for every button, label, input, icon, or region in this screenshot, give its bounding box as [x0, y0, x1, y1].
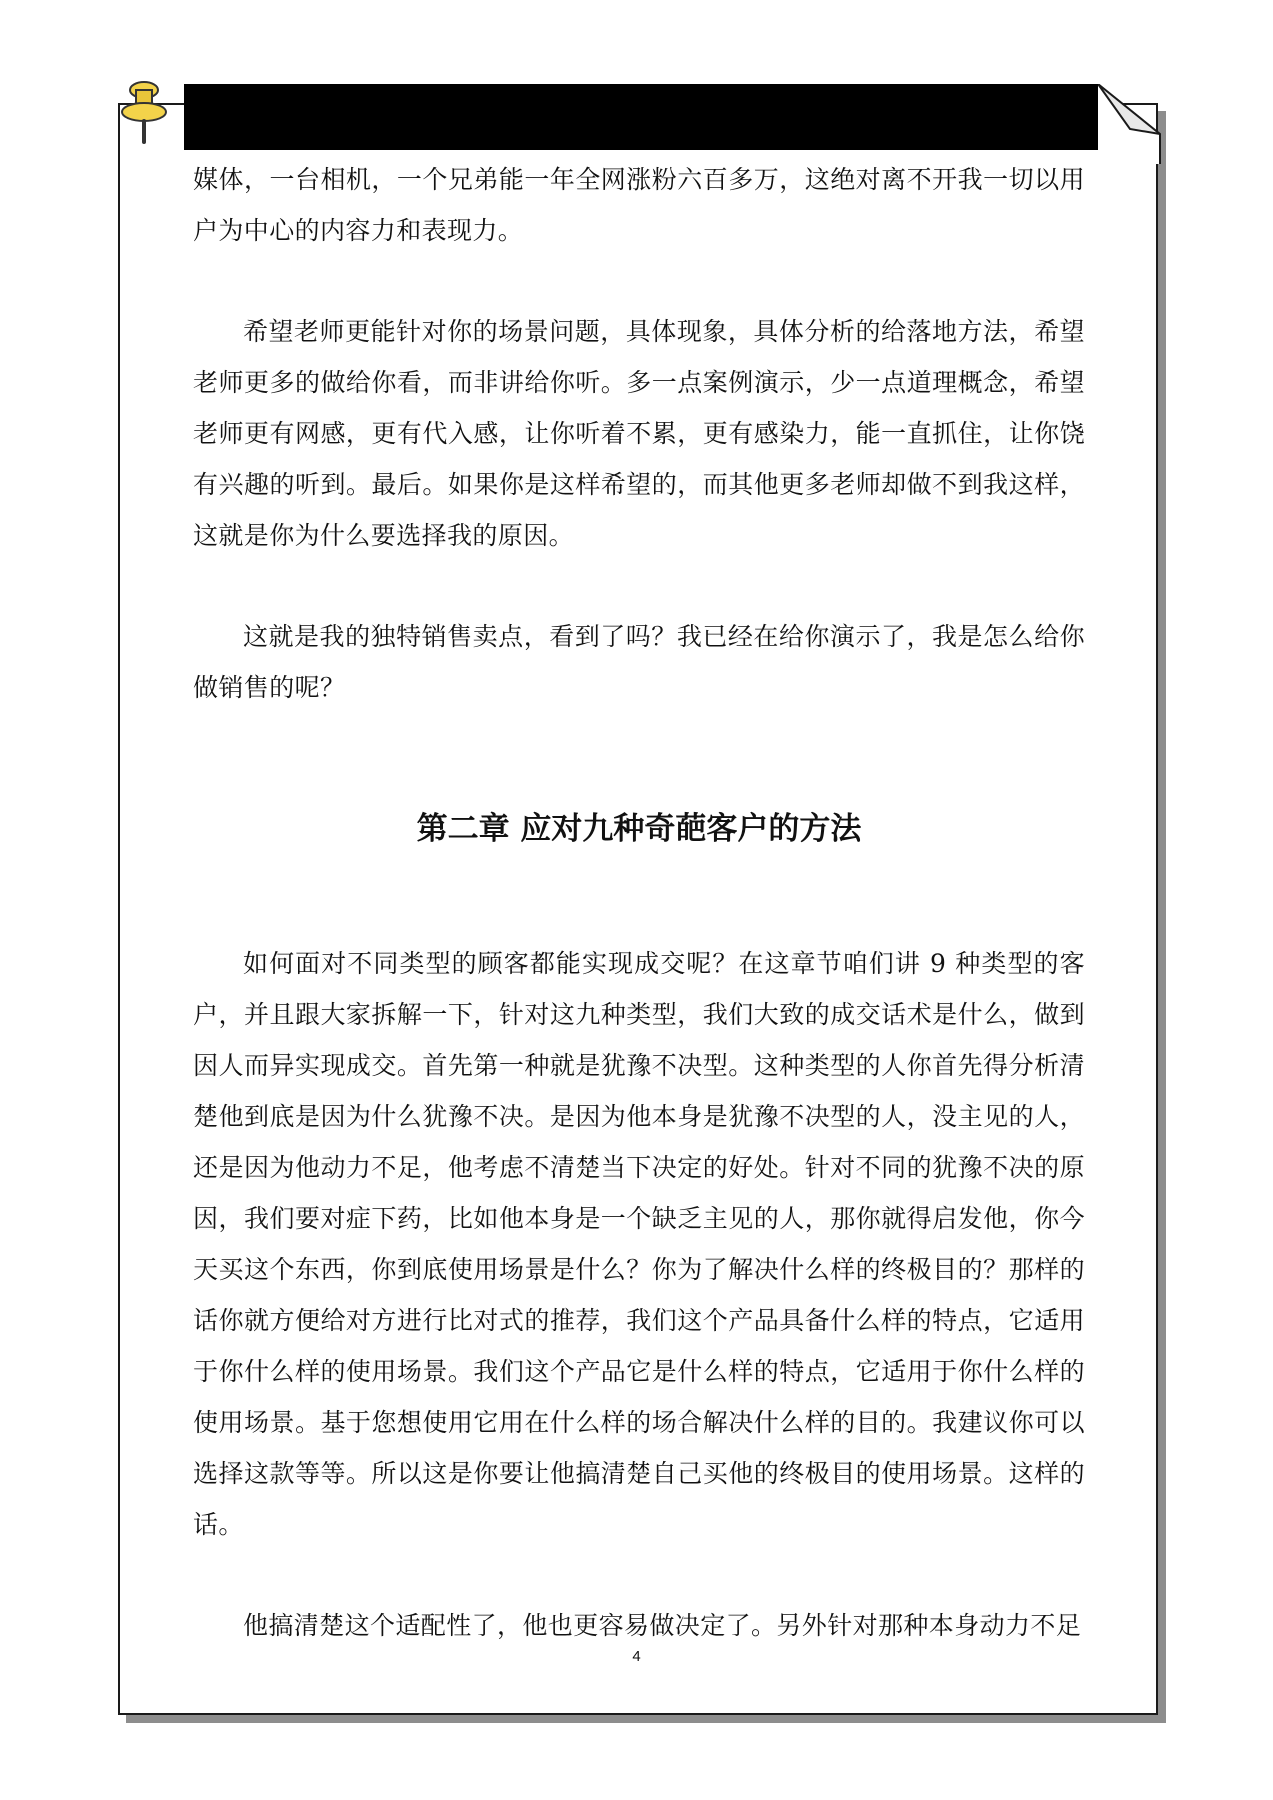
folded-corner-icon — [1090, 84, 1170, 164]
document-body — [193, 154, 1085, 1701]
paragraph: 这就是我的独特销售卖点，看到了吗？我已经在给你演示了，我是怎么给你做销售的呢？ — [193, 622, 1085, 702]
paragraph: 媒体，一台相机，一个兄弟能一年全网涨粉六百多万，这绝对离不开我一切以用户为中心的内容力和表现力。 — [193, 165, 1085, 245]
pushpin-icon — [116, 76, 172, 148]
paragraph: 如何面对不同类型的顾客都能实现成交呢？在这章节咱们讲 9 种类型的客户，并且跟大家拆解一下，针对这九种类型，我们大致的成交话术是什么，做到因人而异实现成交。首先第一种就是犹豫不决型。这种类型的人你首先得分析清楚他到底是因为什么犹豫不决。是因为他本身是犹豫不决型的人，没主见的人，还是因为他动力不足，他考虑不清楚当下决定的好处。针对不同的犹豫不决的原因，我们要对症下药，比如他本身是一个缺乏主见的人，那你就得启发他，你今天买这个东西，你到底使用场景是什么？你为了解决什么样的终极目的？那样的话你就方便给对方进行比对式的推荐，我们这个产品具备什么样的特点，它适用于你什么样的使用场景。我们这个产品它是什么样的特点，它适用于你什么样的使用场景。基于您想使用它用在什么样的场合解决什么样的目的。我建议你可以选择这款等等。所以这是你要让他搞清楚自己买他的终极目的使用场景。这样的话。 — [193, 949, 1085, 1539]
paragraph: 希望老师更能针对你的场景问题，具体现象，具体分析的给落地方法，希望老师更多的做给你看，而非讲给你听。多一点案例演示，少一点道理概念，希望老师更有网感，更有代入感，让你听着不累，更有感染力，能一直抓住，让你饶有兴趣的听到。最后。如果你是这样希望的，而其他更多老师却做不到我这样，这就是你为什么要选择我的原因。 — [193, 317, 1085, 550]
header-redaction-bar — [184, 84, 1098, 150]
paragraph: 他搞清楚这个适配性了，他也更容易做决定了。另外针对那种本身动力不足 — [243, 1611, 1082, 1640]
chapter-title: 第二章 应对九种奇葩客户的方法 — [416, 811, 862, 847]
page-number: 4 — [632, 1648, 641, 1665]
